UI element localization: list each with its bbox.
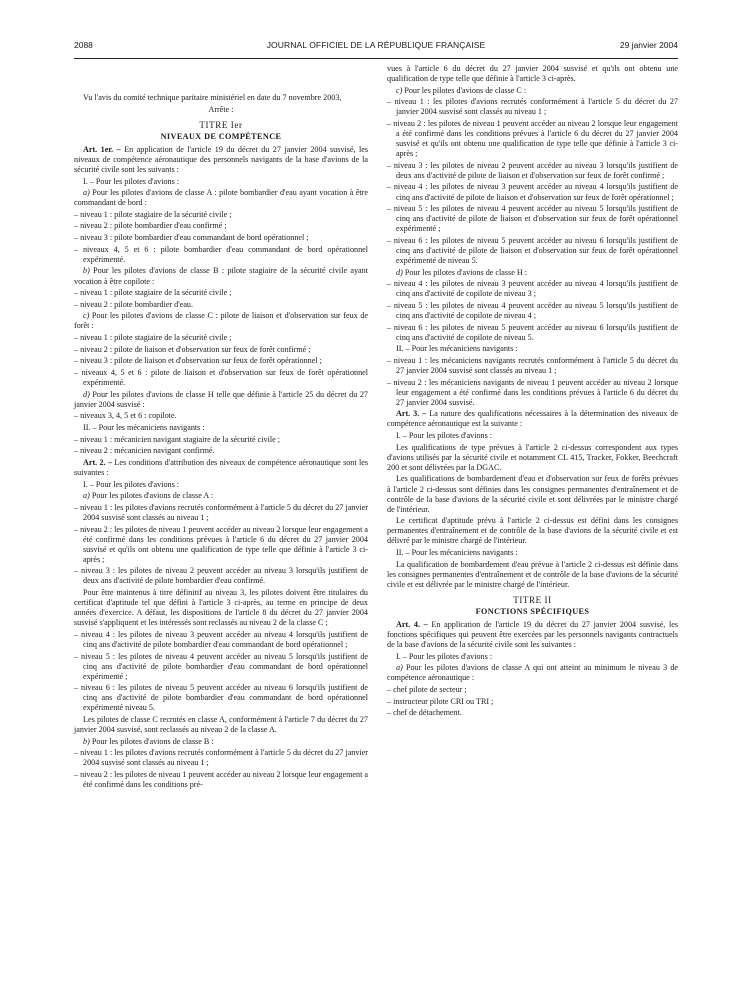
paragraph — [387, 356, 678, 376]
paragraph — [74, 188, 368, 208]
paragraph-text: TITRE II — [513, 594, 552, 605]
paragraph — [387, 279, 678, 299]
paragraph-text: En application de l'article 19 du décret du 27 janvier 2004 susvisé, les niveaux de compétence aéronautique des personnels navigants de la base d'avions de la sécurité civile sont les suivants : — [74, 144, 368, 174]
item-letter: a) — [83, 188, 90, 198]
paragraph — [74, 480, 368, 490]
paragraph — [74, 491, 368, 501]
paragraph-text: En application de l'article 19 du décret du 27 janvier 2004 susvisé, les fonctions spécifiques qui peuvent être exercées par les personnels navigants contractuels de la base d'avions de la sécurité civile sont les suivantes : — [387, 619, 678, 649]
page-number: 2088 — [74, 40, 93, 50]
paragraph-text: Pour les pilotes d'avions de classe H : — [402, 267, 528, 277]
journal-title: JOURNAL OFFICIEL DE LA RÉPUBLIQUE FRANÇAISE — [266, 40, 486, 50]
paragraph — [74, 411, 368, 421]
section-title — [74, 132, 368, 142]
paragraph-text: Pour être maintenus à titre définitif au niveau 3, les pilotes doivent être titulaires du certificat d'aptitude tel que défini à l'article 3 ci-après, au terme en principe de deux années d'exercice. A défaut, les dispositions de l'article 8 du décret du 27 janvier 2004 susvisé s'appliquent et les intéressés sont reclassés au niveau 2 de la classe C ; — [74, 588, 368, 628]
page-header — [74, 40, 678, 54]
paragraph — [74, 368, 368, 388]
paragraph — [74, 737, 368, 747]
paragraph-text: TITRE Ier — [199, 119, 243, 130]
paragraph — [74, 566, 368, 586]
paragraph-text: – niveau 2 : les mécaniciens navigants de niveau 1 peuvent accéder au niveau 2 lorsque leur engagement a été confirmé dans les conditions prévues à l'article 6 du décret du 27 janvier 2004 susvisé. — [387, 377, 678, 407]
header-rule — [74, 58, 678, 59]
paragraph — [387, 708, 678, 718]
paragraph-text: – niveau 1 : les pilotes d'avions recrutés conformément à l'article 5 du décret du 27 janvier 2004 susvisé sont classés au niveau 1 ; — [74, 502, 368, 522]
paragraph-text: – niveau 1 : les pilotes d'avions recrutés conformément à l'article 5 du décret du 27 janvier 2004 susvisé sont classés au niveau 1 ; — [74, 748, 368, 768]
paragraph — [74, 503, 368, 523]
paragraph-text: – chef pilote de secteur ; — [387, 684, 467, 694]
article-label: Art. 1er. – — [83, 144, 121, 154]
paragraph-text: Pour les pilotes d'avions de classe H telle que définie à l'article 25 du décret du 27 janvier 2004 susvisé : — [74, 389, 368, 409]
paragraph-text: – niveau 1 : pilote stagiaire de la sécurité civile ; — [74, 288, 232, 298]
paragraph-text: – niveau 1 : les pilotes d'avions recrutés conformément à l'article 5 du décret du 27 janvier 2004 susvisé sont classés au niveau 1 ; — [387, 97, 678, 117]
paragraph — [74, 345, 368, 355]
paragraph — [74, 458, 368, 478]
paragraph-text: FONCTIONS SPÉCIFIQUES — [475, 606, 590, 616]
paragraph-text: II. – Pour les mécaniciens navigants : — [396, 547, 518, 557]
paragraph — [387, 64, 678, 84]
paragraph-text: – niveau 3 : pilote bombardier d'eau commandant de bord opérationnel ; — [74, 233, 309, 243]
section-title — [387, 595, 678, 605]
paragraph — [74, 446, 368, 456]
right-column — [387, 64, 678, 720]
paragraph-text: – niveau 2 : les pilotes de niveau 1 peuvent accéder au niveau 2 lorsque leur engagement a été confirmé dans les conditions pré- — [74, 770, 368, 790]
paragraph-text: – niveau 2 : les pilotes de niveau 1 peuvent accéder au niveau 2 lorsque leur engagement a été confirmé dans les conditions prévues à l'article 6 du décret du 27 janvier 2004 susvisé et qu'ils ont obtenu une qualification de type telle que définie à l'article 3 ci-après ; — [74, 524, 368, 564]
paragraph-text: vues à l'article 6 du décret du 27 janvier 2004 susvisé et qu'ils ont obtenu une qualification de type telle que définie à l'article 3 ci-après. — [387, 64, 678, 84]
paragraph-text: Pour les pilotes d'avions de classe A qui ont atteint au minimum le niveau 3 de compétence aéronautique : — [387, 663, 678, 683]
article-label: Art. 4. – — [396, 619, 428, 629]
paragraph-text: – niveau 3 : pilote de liaison et d'observation sur feux de forêt opérationnel ; — [74, 356, 322, 366]
paragraph-text: Pour les pilotes d'avions de classe A : pilote bombardier d'eau ayant vocation à être commandant de bord : — [74, 188, 368, 208]
paragraph-text: – niveau 4 : les pilotes de niveau 3 peuvent accéder au niveau 4 lorsqu'ils justifient de cinq ans d'activité de pilote de liaison et d'observation sur feux de forêt opérationnel ; — [387, 182, 678, 202]
paragraph-text: Pour les pilotes d'avions de classe B : pilote stagiaire de la sécurité civile ayant vocation à être copilote : — [74, 266, 368, 286]
paragraph-text: – niveau 4 : les pilotes de niveau 3 peuvent accéder au niveau 4 lorsqu'ils justifient de cinq ans d'activité de copilote de niveau 3 ; — [387, 279, 678, 299]
paragraph — [387, 236, 678, 266]
paragraph-text: Pour les pilotes d'avions de classe C : pilote de liaison et d'observation sur feux de forêt : — [74, 311, 368, 331]
paragraph — [74, 748, 368, 768]
paragraph-text: – niveaux 3, 4, 5 et 6 : copilote. — [74, 411, 177, 421]
paragraph — [387, 204, 678, 234]
paragraph — [74, 266, 368, 286]
section-title — [387, 607, 678, 617]
paragraph-text: – niveau 6 : les pilotes de niveau 5 peuvent accéder au niveau 6 lorsqu'ils justifient de cinq ans d'activité de pilote de liaison et d'observation sur feux de forêt opérationnel expérimenté de niveau 5. — [387, 235, 678, 265]
paragraph-text: II. – Pour les mécaniciens navigants : — [83, 423, 205, 433]
paragraph — [387, 323, 678, 343]
paragraph — [387, 620, 678, 650]
paragraph-text: Vu l'avis du comité technique paritaire ministériel en date du 7 novembre 2003, — [83, 93, 342, 102]
paragraph — [387, 344, 678, 354]
paragraph — [74, 652, 368, 682]
paragraph-text: Pour les pilotes d'avions de classe B : — [89, 736, 214, 746]
paragraph — [74, 288, 368, 298]
paragraph-text: – niveau 5 : les pilotes de niveau 4 peuvent accéder au niveau 5 lorsqu'ils justifient de cinq ans d'activité de pilote de liaison et d'observation sur feux de forêt opérationnel expérimenté ; — [387, 204, 678, 234]
paragraph — [74, 683, 368, 713]
paragraph — [387, 474, 678, 514]
paragraph-text: – niveau 6 : les pilotes de niveau 5 peuvent accéder au niveau 6 lorsqu'ils justifient de cinq ans d'activité de pilote bombardier d'eau commandant de bord opérationnel expérimenté niveau 5. — [74, 683, 368, 713]
paragraph — [74, 390, 368, 410]
paragraph-text: La qualification de bombardement d'eau prévue à l'article 2 ci-dessus est définie dans les consignes permanentes d'entraînement et de contrôle de la base d'avions de la sécurité civile et est délivrée par le ministre chargé de l'intérieur. — [387, 559, 678, 589]
paragraph — [387, 431, 678, 441]
paragraph — [74, 311, 368, 331]
issue-date: 29 janvier 2004 — [619, 40, 678, 50]
paragraph — [74, 145, 368, 175]
paragraph-text: La nature des qualifications nécessaires à la détermination des niveaux de compétence aéronautique est la suivante : — [387, 409, 679, 429]
paragraph — [74, 588, 368, 628]
paragraph-text: – niveaux 4, 5 et 6 : pilote de liaison et d'observation sur feux de forêt opérationnel expérimenté. — [74, 368, 368, 388]
section-title — [74, 120, 368, 130]
paragraph — [74, 245, 368, 265]
paragraph-text: – niveau 3 : les pilotes de niveau 2 peuvent accéder au niveau 3 lorsqu'ils justifient de deux ans d'activité de pilote de liaison et d'observation sur feux de forêt confirmé ; — [387, 160, 678, 180]
paragraph-text: – niveau 4 : les pilotes de niveau 3 peuvent accéder au niveau 4 lorsqu'ils justifient de cinq ans d'activité de pilote bombardier d'eau commandant de bord opérationnel ; — [74, 629, 368, 649]
paragraph — [387, 86, 678, 96]
paragraph-text: Pour les pilotes d'avions de classe A : — [89, 491, 214, 501]
paragraph-text: NIVEAUX DE COMPÉTENCE — [160, 131, 282, 141]
paragraph — [74, 333, 368, 343]
item-letter: c) — [83, 311, 90, 321]
paragraph — [387, 548, 678, 558]
left-column — [74, 93, 368, 792]
paragraph — [387, 443, 678, 473]
paragraph-text: – niveaux 4, 5 et 6 : pilote bombardier d'eau commandant de bord opérationnel expérimenté. — [74, 244, 368, 264]
paragraph — [74, 356, 368, 366]
paragraph — [387, 560, 678, 590]
paragraph — [387, 663, 678, 683]
paragraph — [387, 409, 678, 429]
paragraph-text: – niveau 1 : mécanicien navigant stagiaire de la sécurité civile ; — [74, 434, 280, 444]
paragraph — [74, 630, 368, 650]
paragraph-text: Les conditions d'attribution des niveaux de compétence aéronautique sont les suivantes : — [74, 457, 368, 478]
paragraph — [387, 119, 678, 159]
paragraph — [387, 378, 678, 408]
paragraph-text: – niveau 2 : les pilotes de niveau 1 peuvent accéder au niveau 2 lorsque leur engagement a été confirmé dans les conditions prévues à l'article 6 du décret du 27 janvier 2004 susvisé et qu'ils ont obtenu une qualification de type telle que définie à l'article 3 ci-après ; — [387, 119, 678, 159]
paragraph-text: – niveau 1 : pilote stagiaire de la sécurité civile ; — [74, 333, 232, 343]
article-label: Art. 3. – — [396, 409, 427, 419]
paragraph — [74, 177, 368, 187]
paragraph-text: I. – Pour les pilotes d'avions : — [396, 431, 493, 441]
paragraph — [387, 268, 678, 278]
article-label: Art. 2. – — [83, 457, 113, 467]
paragraph-text: – niveau 3 : les pilotes de niveau 2 peuvent accéder au niveau 3 lorsqu'ils justifient de deux ans d'activité de pilote bombardier d'eau confirmé. — [74, 566, 368, 586]
paragraph-text: – niveau 2 : mécanicien navigant confirmé. — [74, 446, 215, 456]
paragraph-text: Les qualifications de type prévues à l'article 2 ci-dessus correspondent aux types d'avions utilisés par la sécurité civile et notamment CL 415, Tracker, Fokker, Beechcraft 200 et sont délivrées par la DGAC. — [387, 442, 678, 472]
paragraph-text: – niveau 1 : les mécaniciens navigants recrutés conformément à l'article 5 du décret du 27 janvier 2004 susvisé sont classés au niveau 1 ; — [387, 355, 678, 376]
paragraph-text: – chef de détachement. — [387, 708, 462, 718]
paragraph — [74, 300, 368, 310]
paragraph — [387, 685, 678, 695]
paragraph-text: I. – Pour les pilotes d'avions : — [83, 176, 180, 186]
item-letter: a) — [83, 491, 90, 501]
paragraph-text: Les qualifications de bombardement d'eau et d'observation sur feux de forêts prévues à l'article 2 ci-dessus sont définies dans les consignes permanentes d'entraînement et de contrôle de la base d'avions de la sécurité civile et sont délivrées par le ministre chargé de l'intérieur. — [387, 474, 678, 514]
paragraph — [74, 770, 368, 790]
paragraph-text: – instructeur pilote CRI ou TRI ; — [387, 696, 494, 706]
paragraph — [74, 93, 368, 103]
paragraph — [74, 715, 368, 735]
paragraph — [387, 697, 678, 707]
paragraph-text: Pour les pilotes d'avions de classe C : — [402, 85, 527, 95]
paragraph — [387, 301, 678, 321]
paragraph — [74, 221, 368, 231]
paragraph-text: Arrête : — [208, 104, 234, 114]
paragraph — [387, 652, 678, 662]
item-letter: d) — [396, 267, 403, 277]
paragraph-text: – niveau 2 : pilote bombardier d'eau. — [74, 299, 194, 309]
paragraph-text: – niveau 5 : les pilotes de niveau 4 peuvent accéder au niveau 5 lorsqu'ils justifient de cinq ans d'activité de copilote de niveau 4 ; — [387, 300, 678, 321]
paragraph-text: – niveau 2 : pilote de liaison et d'observation sur feux de forêt confirmé ; — [74, 344, 311, 354]
paragraph — [387, 516, 678, 546]
paragraph — [74, 105, 368, 115]
item-letter: d) — [83, 389, 90, 399]
paragraph-text: – niveau 5 : les pilotes de niveau 4 peuvent accéder au niveau 5 lorsqu'ils justifient de cinq ans d'activité de pilote bombardier d'eau commandant de bord opérationnel expérimenté ; — [74, 651, 368, 681]
paragraph-text: Les pilotes de classe C recrutés en classe A, conformément à l'article 7 du décret du 27 janvier 2004 susvisé, sont reclassés au niveau 2 de la classe A. — [74, 715, 368, 735]
item-letter: c) — [396, 85, 403, 95]
paragraph — [74, 525, 368, 565]
paragraph-text: – niveau 2 : pilote bombardier d'eau confirmé ; — [74, 221, 227, 231]
paragraph-text: – niveau 6 : les pilotes de niveau 5 peuvent accéder au niveau 6 lorsqu'ils justifient de cinq ans d'activité de copilote de niveau 5. — [387, 322, 678, 342]
paragraph-text: I. – Pour les pilotes d'avions : — [396, 651, 493, 661]
item-letter: b) — [83, 266, 90, 276]
paragraph-text: I. – Pour les pilotes d'avions : — [83, 479, 180, 489]
paragraph — [387, 97, 678, 117]
paragraph — [387, 182, 678, 202]
paragraph-text: II. – Pour les mécaniciens navigants : — [396, 344, 518, 354]
paragraph — [74, 210, 368, 220]
paragraph — [74, 423, 368, 433]
paragraph-text: – niveau 1 : pilote stagiaire de la sécurité civile ; — [74, 209, 232, 219]
item-letter: b) — [83, 736, 90, 746]
paragraph — [74, 435, 368, 445]
paragraph-text: Le certificat d'aptitude prévu à l'article 2 ci-dessus est défini dans les consignes permanentes d'entraînement et de contrôle de la base d'avions de la sécurité civile et est délivré par le ministre chargé de l'intérieur. — [387, 516, 678, 546]
paragraph — [387, 161, 678, 181]
paragraph — [74, 233, 368, 243]
item-letter: a) — [396, 663, 403, 673]
